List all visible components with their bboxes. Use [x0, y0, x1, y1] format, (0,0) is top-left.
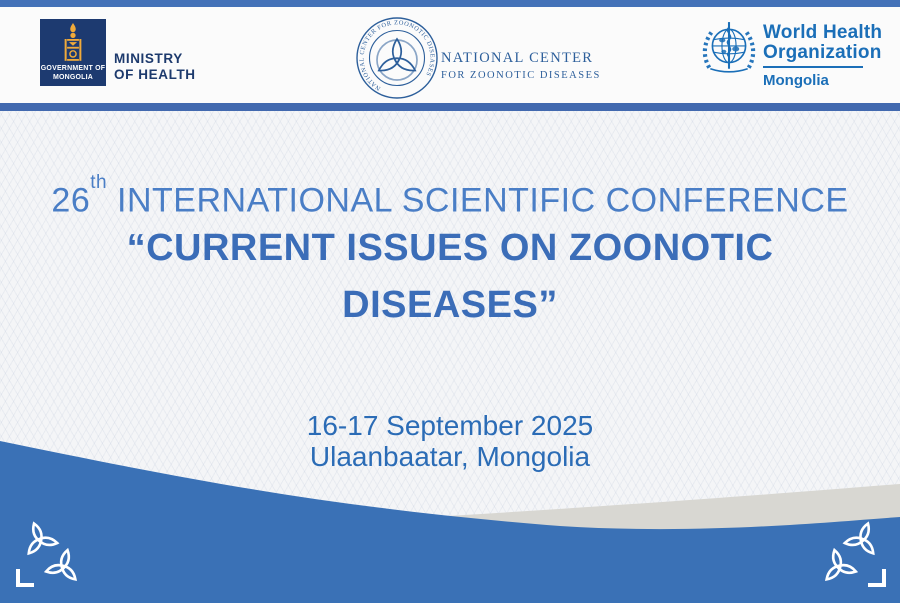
conference-subtitle — [0, 174, 900, 220]
conference-date: 16-17 September 2025 — [306, 410, 594, 441]
nczd-name-line1: NATIONAL CENTER — [441, 50, 594, 66]
conference-title-line2: DISEASES” — [342, 284, 558, 326]
who-country-label: Mongolia — [763, 72, 829, 89]
who-divider — [763, 66, 863, 68]
ministry-of-health-label — [114, 51, 196, 83]
top-accent-bar — [0, 0, 900, 7]
who-name-line1: World Health — [763, 22, 883, 43]
nczd-ring-text: NATIONAL CENTER FOR ZOONOTIC DISEASES — [358, 19, 436, 92]
nczd-name-label — [441, 50, 601, 81]
ministry-line2: OF HEALTH — [114, 67, 196, 82]
conference-subtitle-text: INTERNATIONAL SCIENTIFIC CONFERENCE — [107, 181, 849, 220]
government-caption — [41, 65, 105, 82]
nczd-seal-icon — [355, 16, 439, 100]
government-of-mongolia-logo — [40, 19, 106, 86]
government-caption-line2: MONGOLIA — [52, 73, 94, 81]
conference-title-line1: “CURRENT ISSUES ON ZOONOTIC — [126, 227, 774, 269]
who-name-line2: Organization — [763, 41, 882, 63]
conference-location: Ulaanbaatar, Mongolia — [309, 441, 591, 472]
bottom-wave-graphic — [0, 438, 900, 603]
conference-ordinal: th — [90, 172, 108, 193]
triquetra-ornament-left — [12, 519, 86, 593]
soyombo-icon — [60, 23, 86, 63]
nczd-name-line2: FOR ZOONOTIC DISEASES — [441, 70, 601, 81]
nczd-triple-knot-icon — [377, 39, 418, 80]
ministry-line1: MINISTRY — [114, 51, 183, 66]
who-emblem-icon — [701, 20, 757, 76]
conference-number: 26 — [51, 181, 91, 220]
triquetra-ornament-right — [816, 519, 890, 593]
conference-title — [0, 220, 900, 334]
government-caption-line1: GOVERNMENT OF — [40, 65, 106, 72]
who-name-label — [763, 23, 882, 89]
header-divider-stripe — [0, 103, 900, 111]
logo-header — [0, 7, 900, 103]
